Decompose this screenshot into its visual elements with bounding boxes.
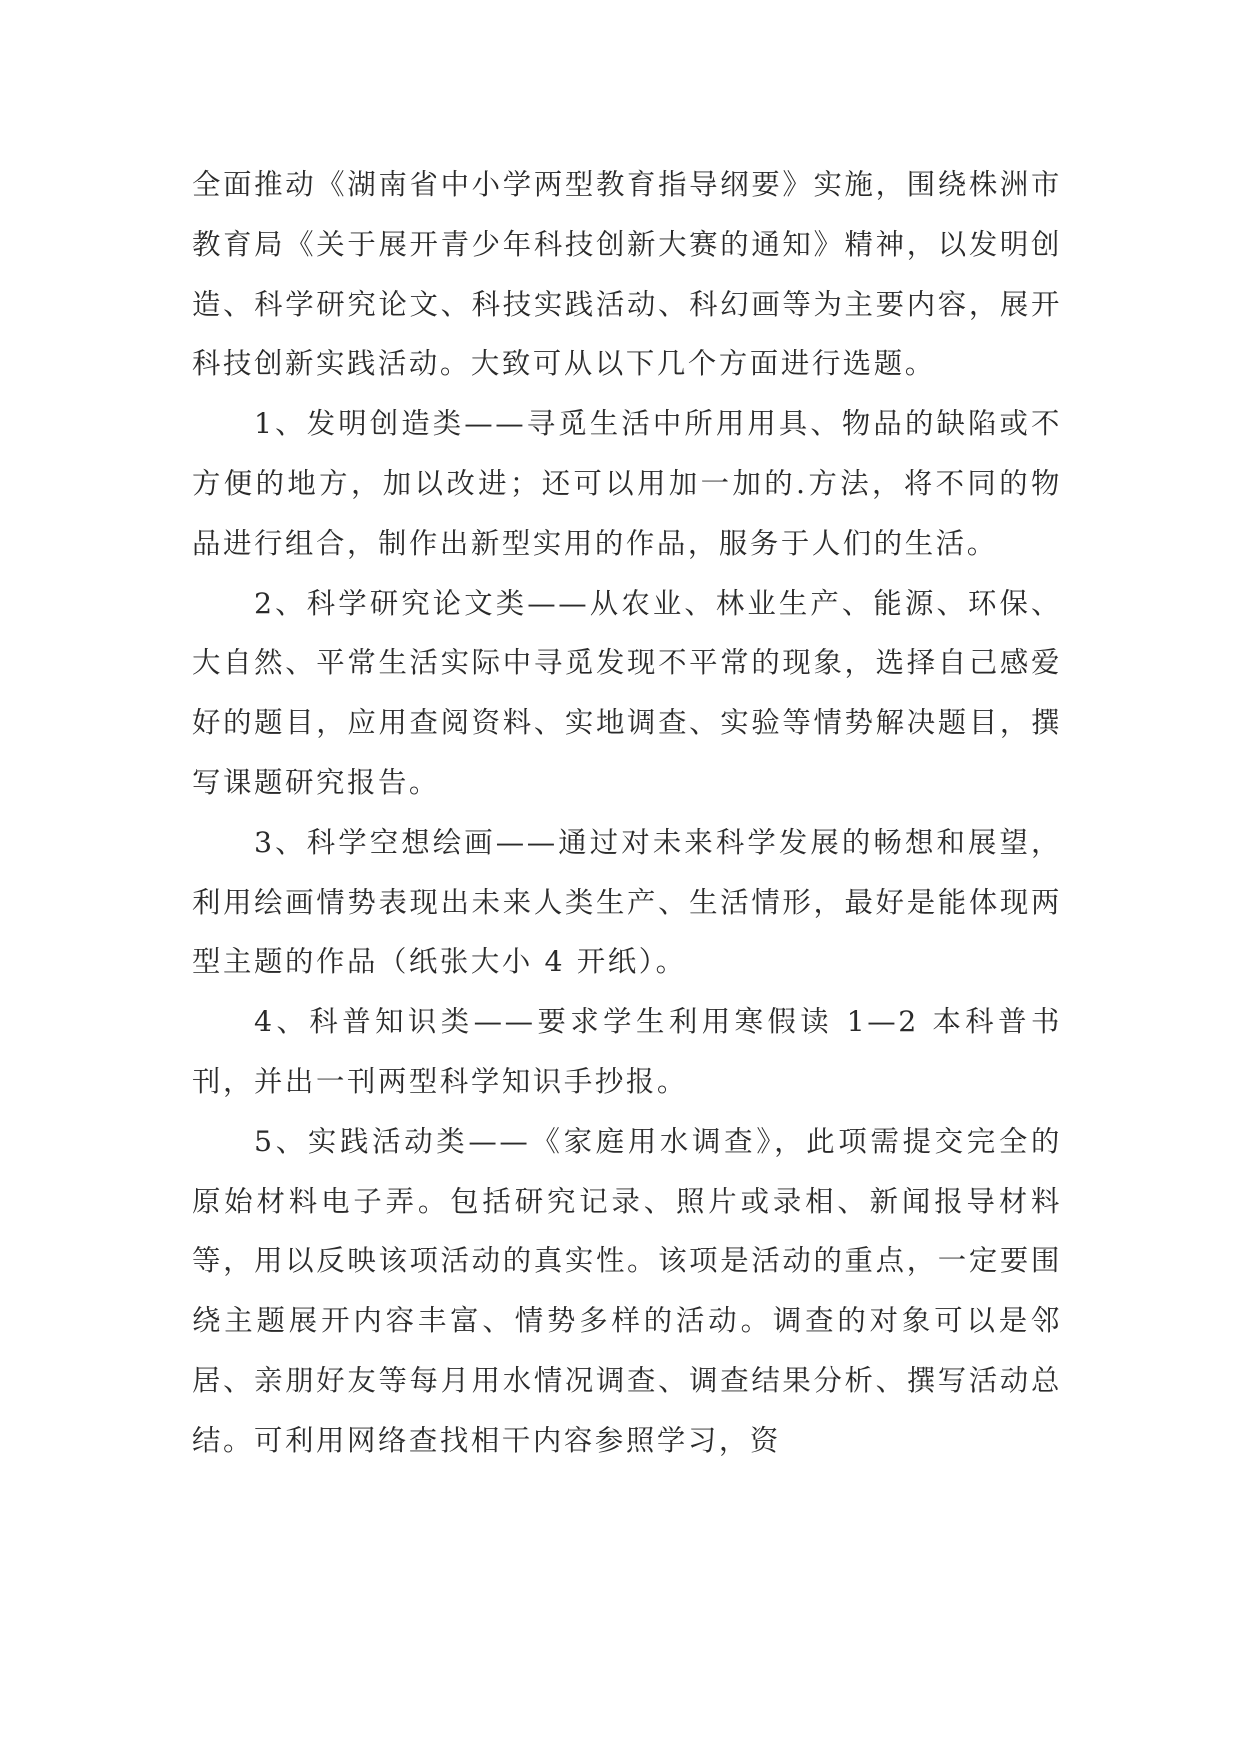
paragraph-research-paper: 2、科学研究论文类——从农业、林业生产、能源、环保、大自然、平常生活实际中寻觅发现不平常的现象，选择自己感爱好的题目，应用查阅资料、实地调查、实验等情势解决题目，撰写课题研究报告。 [192,586,1062,799]
paragraph-intro: 全面推动《湖南省中小学两型教育指导纲要》实施，围绕株洲市教育局《关于展开青少年科技创新大赛的通知》精神，以发明创造、科学研究论文、科技实践活动、科幻画等为主要内容，展开科技创新实践活动。大致可从以下几个方面进行选题。 [192,168,1062,381]
document-body [192,155,1062,1471]
paragraph-popular-science: 4、科普知识类——要求学生利用寒假读 1—2 本科普书刊，并出一刊两型科学知识手抄报。 [192,1005,1062,1098]
paragraph-practice-activity: 5、实践活动类——《家庭用水调查》，此项需提交完全的原始材料电子弄。包括研究记录、照片或录相、新闻报导材料等，用以反映该项活动的真实性。该项是活动的重点，一定要围绕主题展开内容丰富、情势多样的活动。调查的对象可以是邻居、亲朋好友等每月用水情况调查、调查结果分析、撰写活动总结。可利用网络查找相干内容参照学习，资 [192,1124,1062,1457]
paragraph-invention: 1、发明创造类——寻觅生活中所用用具、物品的缺陷或不方便的地方，加以改进；还可以用加一加的.方法，将不同的物品进行组合，制作出新型实用的作品，服务于人们的生活。 [192,407,1062,560]
paragraph-science-fantasy-drawing: 3、科学空想绘画——通过对未来科学发展的畅想和展望，利用绘画情势表现出未来人类生产、生活情形，最好是能体现两型主题的作品（纸张大小 4 开纸）。 [192,825,1062,979]
